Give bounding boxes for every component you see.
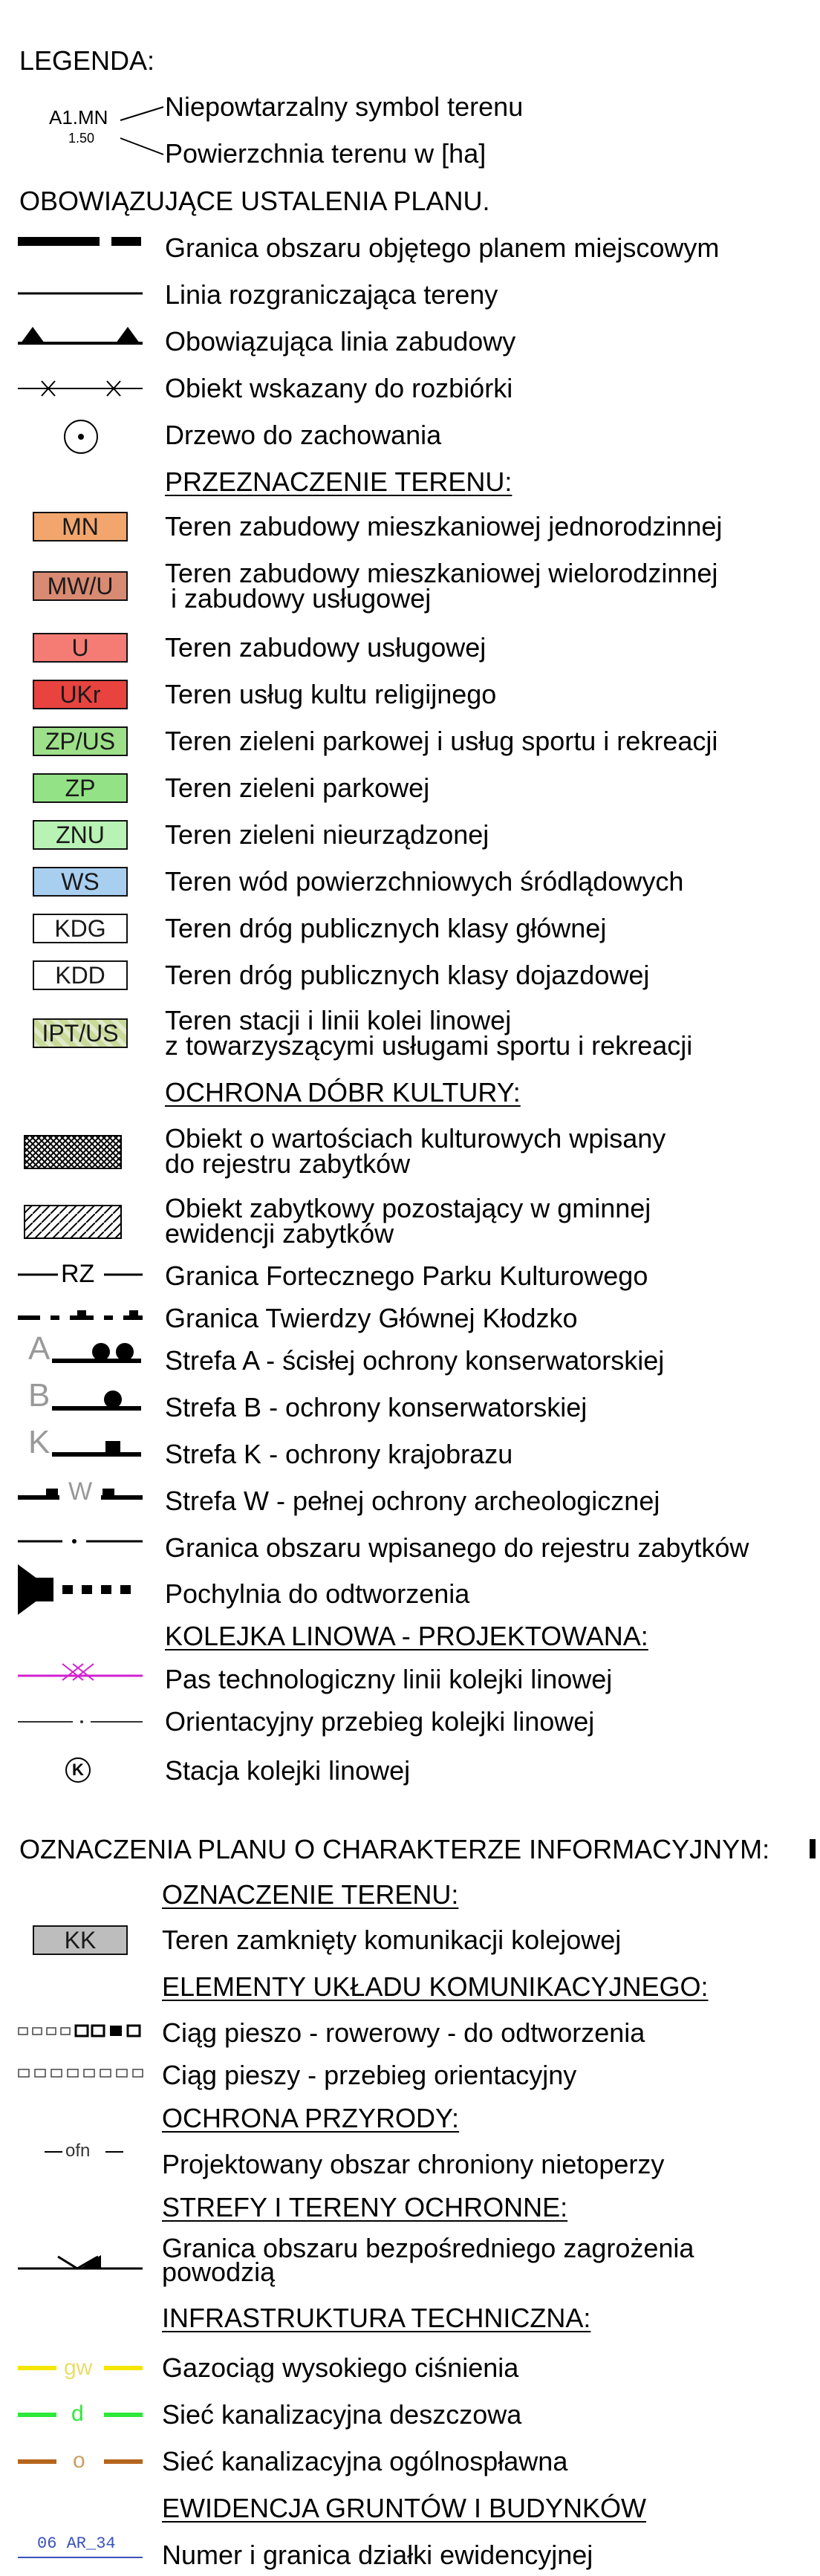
cable-station-icon: K [65, 1757, 91, 1783]
sewer-text: Sieć kanalizacyjna ogólnospławna [162, 2446, 568, 2476]
infra-heading: INFRASTRUKTURA TECHNICZNA: [162, 2303, 591, 2333]
zone-w-letter: W [68, 1477, 93, 1506]
demolition-text: Obiekt wskazany do rozbiórki [165, 373, 513, 403]
land-text-u: Teren zabudowy usługowej [165, 632, 487, 663]
land-swatch-ws: WS [33, 867, 128, 897]
land-swatch-znu: ZNU [33, 820, 128, 850]
demolition-line [18, 377, 144, 400]
zone-k-letter: K [28, 1424, 51, 1460]
zone-a-text: Strefa A - ścisłej ochrony konserwatorskiej [165, 1345, 665, 1376]
tree-icon [62, 418, 100, 455]
zone-k-line [52, 1431, 144, 1460]
land-text-iptus-2: z towarzyszącymi usługami sportu i rekreacji [165, 1030, 693, 1061]
storm-text: Sieć kanalizacyjna deszczowa [162, 2399, 522, 2430]
ped-bike-route-icon [18, 2025, 144, 2037]
cable-belt-text: Pas technologiczny linii kolejki linowej [165, 1664, 613, 1694]
land-use-heading: PRZEZNACZENIE TERENU: [165, 466, 512, 497]
kk-text: Teren zamknięty komunikacji kolejowej [162, 1925, 622, 1955]
slope-arrow-icon [18, 1561, 144, 1618]
land-text-mwu-2: i zabudowy usługowej [171, 583, 432, 614]
registered-monument-icon [24, 1135, 122, 1169]
legend-title: LEGENDA: [19, 45, 155, 76]
fortress-boundary-line [18, 1306, 144, 1324]
cable-route-line [18, 1719, 144, 1725]
cable-station-text: Stacja kolejki linowej [165, 1755, 411, 1786]
land-swatch-zp: ZP [33, 773, 128, 803]
zone-b-line [52, 1385, 144, 1414]
zone-a-line [52, 1337, 144, 1367]
municipal-text-2: ewidencji zabytków [165, 1218, 394, 1249]
symbol-area-desc: Powierzchnia terenu w [ha] [165, 138, 487, 169]
nature-heading: OCHRONA PRZYRODY: [162, 2103, 460, 2133]
parcel-boundary-line [18, 2555, 144, 2560]
land-swatch-kdd: KDD [33, 960, 128, 990]
zones-heading: STREFY I TERENY OCHRONNE: [162, 2192, 568, 2222]
register-area-line [18, 1538, 144, 1545]
zone-k-text: Strefa K - ochrony krajobrazu [165, 1439, 513, 1469]
cadastre-heading: EWIDENCJA GRUNTÓW I BUDYNKÓW [162, 2493, 647, 2523]
land-swatch-zpus: ZP/US [33, 726, 128, 756]
symbol-code-desc: Niepowtarzalny symbol terenu [165, 91, 524, 122]
flood-text-2: powodzią [162, 2257, 276, 2287]
parcel-text: Numer i granica działki ewidencyjnej [162, 2540, 593, 2570]
plan-boundary-line [18, 236, 144, 247]
fortress-text: Granica Twierdzy Głównej Kłodzko [165, 1303, 578, 1333]
land-text-mn: Teren zabudowy mieszkaniowej jednorodzinnej [165, 511, 723, 541]
cable-car-heading: KOLEJKA LINOWA - PROJEKTOWANA: [165, 1621, 648, 1651]
land-swatch-kk: KK [33, 1925, 128, 1955]
bat-text: Projektowany obszar chroniony nietoperzy [162, 2149, 665, 2179]
land-swatch-kdg: KDG [33, 914, 128, 943]
slope-text: Pochylnia do odtworzenia [165, 1578, 470, 1609]
land-swatch-mwu: MW/U [33, 571, 128, 601]
binding-heading: OBOWIĄZUJĄCE USTALENIA PLANU. [19, 186, 490, 216]
land-swatch-iptus: IPT/US [33, 1018, 128, 1048]
sewer-code: o [73, 2448, 85, 2473]
land-swatch-u: U [33, 633, 128, 663]
symbol-leader-lines [119, 104, 165, 163]
land-text-zp: Teren zieleni parkowej [165, 773, 430, 803]
plan-boundary-text: Granica obszaru objętego planem miejscowym [165, 232, 720, 263]
demarcation-line [18, 291, 144, 296]
ped-bike-text: Ciąg pieszo - rowerowy - do odtworzenia [162, 2017, 645, 2048]
gas-code: gw [64, 2355, 93, 2380]
heritage-heading: OCHRONA DÓBR KULTURY: [165, 1077, 521, 1108]
informational-heading: OZNACZENIA PLANU O CHARAKTERZE INFORMACYJNYM: [19, 1834, 770, 1864]
building-line [18, 318, 144, 348]
land-swatch-ukr: UKr [33, 680, 128, 709]
gas-text: Gazociąg wysokiego ciśnienia [162, 2352, 519, 2383]
land-text-ukr: Teren usług kultu religijnego [165, 679, 497, 709]
zone-w-text: Strefa W - pełnej ochrony archeologicznej [165, 1486, 660, 1516]
ped-route-icon [18, 2068, 144, 2078]
symbol-code-example: A1.MN [49, 106, 108, 129]
bat-code: ofn [65, 2141, 91, 2161]
transport-heading: ELEMENTY UKŁADU KOMUNIKACYJNEGO: [162, 1971, 709, 2002]
demarcation-text: Linia rozgraniczająca tereny [165, 279, 498, 310]
cable-belt-line [18, 1659, 144, 1682]
land-text-znu: Teren zieleni nieurządzonej [165, 819, 489, 850]
land-text-kdg: Teren dróg publicznych klasy głównej [165, 913, 607, 943]
tree-text: Drzewo do zachowania [165, 420, 442, 450]
storm-code: d [71, 2401, 84, 2426]
registered-text-2: do rejestru zabytków [165, 1148, 411, 1179]
rz-text: Granica Fortecznego Parku Kulturowego [165, 1261, 648, 1291]
registered-text-1: Obiekt o wartościach kulturowych wpisany [165, 1123, 666, 1154]
rz-code: RZ [61, 1260, 95, 1288]
land-text-zpus: Teren zieleni parkowej i usług sportu i rekreacji [165, 726, 718, 756]
municipal-monument-icon [24, 1205, 122, 1239]
ped-text: Ciąg pieszy - przebieg orientacyjny [162, 2060, 577, 2090]
land-designation-heading: OZNACZENIE TERENU: [162, 1879, 459, 1910]
land-swatch-mn: MN [33, 512, 128, 541]
cable-route-text: Orientacyjny przebieg kolejki linowej [165, 1706, 595, 1737]
register-area-text: Granica obszaru wpisanego do rejestru zabytków [165, 1532, 749, 1563]
flood-text-1: Granica obszaru bezpośredniego zagrożenia [162, 2233, 694, 2263]
zone-a-letter: A [28, 1330, 51, 1367]
parcel-code: 06 AR_34 [37, 2534, 116, 2553]
land-text-iptus: Teren stacji i linii kolei linowej [165, 1005, 512, 1035]
land-text-kdd: Teren dróg publicznych klasy dojazdowej [165, 960, 650, 990]
municipal-text-1: Obiekt zabytkowy pozostający w gminnej [165, 1193, 651, 1223]
informational-heading-mark [810, 1839, 816, 1858]
building-line-text: Obowiązująca linia zabudowy [165, 326, 516, 357]
flood-boundary-line [18, 2240, 144, 2274]
land-text-mwu: Teren zabudowy mieszkaniowej wielorodzinnej [165, 558, 718, 588]
symbol-area-example: 1.50 [68, 131, 95, 146]
zone-b-letter: B [28, 1377, 51, 1414]
land-text-ws: Teren wód powierzchniowych śródlądowych [165, 866, 684, 897]
zone-b-text: Strefa B - ochrony konserwatorskiej [165, 1392, 588, 1422]
